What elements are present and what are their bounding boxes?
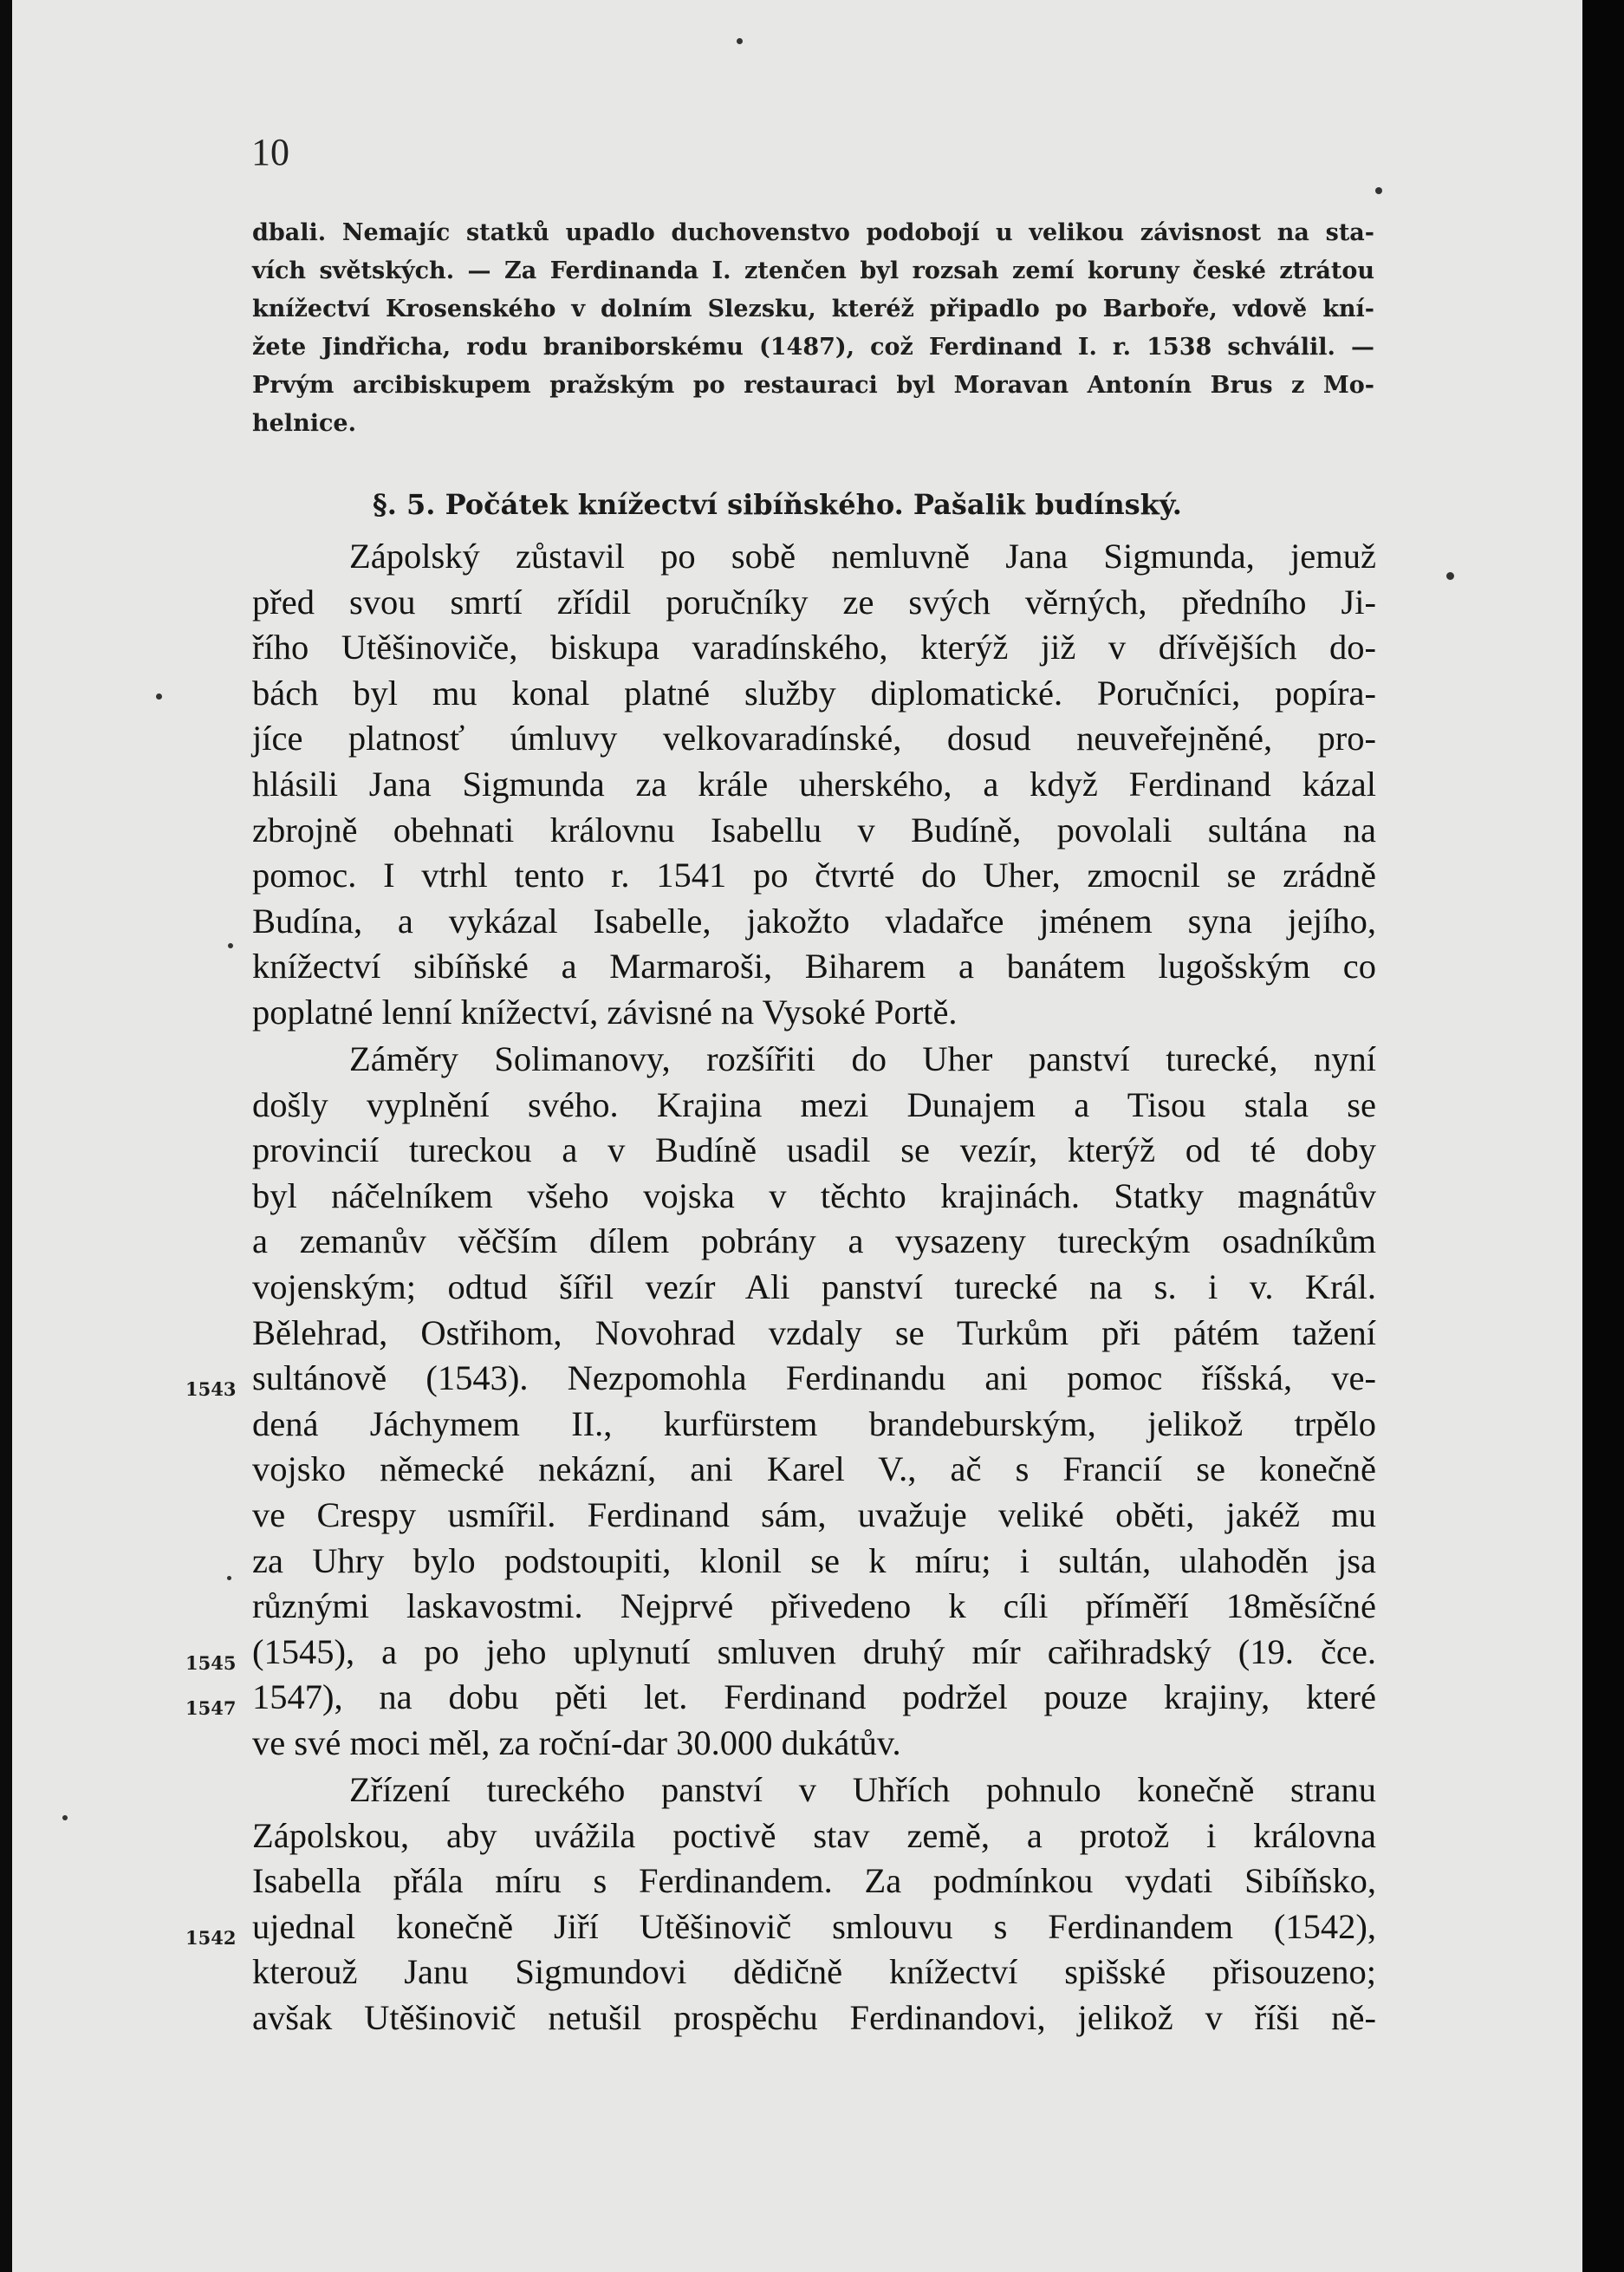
footnote-line: knížectví Krosenského v dolním Slezsku, kteréž připadlo po Barboře, vdově kní- xyxy=(252,296,1374,322)
text-line: Zřízení tureckého panství v Uhřích pohnulo konečně stranu xyxy=(349,1770,1376,1809)
text-line: vojsko německé nekázní, ani Karel V., ač s Francií se konečně xyxy=(252,1449,1376,1489)
marginal-year: 1547 xyxy=(185,1697,237,1719)
marginal-year: 1543 xyxy=(185,1378,237,1400)
text-line: Budína, a vykázal Isabelle, jakožto vladařce jménem syna jejího, xyxy=(252,901,1376,941)
text-line: Zápolskou, aby uvážila poctivě stav země, a protož i královna xyxy=(252,1815,1376,1855)
text-line: sultánově (1543). Nezpomohla Ferdinandu ani pomoc říšská, ve- xyxy=(252,1358,1376,1398)
text-line: kterouž Janu Sigmundovi dědičně knížectví spišské přisouzeno; xyxy=(252,1952,1376,1992)
text-line: za Uhry bylo podstoupiti, klonil se k míru; i sultán, ulahoděn jsa xyxy=(252,1540,1376,1580)
scan-speck xyxy=(62,1815,68,1820)
marginal-year: 1545 xyxy=(185,1652,237,1674)
text-line: zbrojně obehnati královnu Isabellu v Budíně, povolali sultána na xyxy=(252,810,1376,850)
text-line: hlásili Jana Sigmunda za krále uherského, a když Ferdinand kázal xyxy=(252,764,1376,804)
text-line: pomoc. I vtrhl tento r. 1541 po čtvrté do Uher, zmocnil se zrádně xyxy=(252,856,1376,895)
text-line: řího Utěšinoviče, biskupa varadínského, kterýž již v dřívějších do- xyxy=(252,628,1376,667)
scan-dark-edge xyxy=(1582,0,1624,2272)
scan-speck xyxy=(227,1576,231,1580)
text-line: avšak Utěšinovič netušil prospěchu Ferdinandovi, jelikož v říši ně- xyxy=(252,1997,1376,2037)
text-line: poplatné lenní knížectví, závisné na Vysoké Portě. xyxy=(252,992,958,1032)
text-line: knížectví sibíňské a Marmaroši, Biharem a banátem lugošským co xyxy=(252,947,1376,986)
marginal-year: 1542 xyxy=(185,1927,237,1949)
scan-speck xyxy=(737,38,743,44)
text-line: bách byl mu konal platné služby diplomatické. Poručníci, popíra- xyxy=(252,673,1376,713)
text-line: jíce platnosť úmluvy velkovaradínské, dosud neuveřejněné, pro- xyxy=(252,719,1376,758)
paragraph-1 xyxy=(252,534,1376,1036)
text-line: Záměry Solimanovy, rozšířiti do Uher panství turecké, nyní xyxy=(349,1039,1376,1078)
text-line: byl náčelníkem všeho vojska v těchto krajinách. Statky magnátův xyxy=(252,1175,1376,1215)
text-line: dená Jáchymem II., kurfürstem brandeburským, jelikož trpělo xyxy=(252,1403,1376,1443)
text-line: Isabella přála míru s Ferdinandem. Za podmínkou vydati Sibíňsko, xyxy=(252,1861,1376,1901)
footnote-line: helnice. xyxy=(252,410,356,437)
text-line: a zemanův věčším dílem pobrány a vysazeny tureckým osadníkům xyxy=(252,1221,1376,1261)
text-line: (1545), a po jeho uplynutí smluven druhý mír cařihradský (19. čce. xyxy=(252,1631,1376,1671)
text-line: ve své moci měl, za roční-dar 30.000 dukátův. xyxy=(252,1722,901,1762)
paragraph-3 xyxy=(252,1767,1376,2041)
text-line: ujednal konečně Jiří Utěšinovič smlouvu s Ferdinandem (1542), xyxy=(252,1906,1376,1946)
text-line: Zápolský zůstavil po sobě nemluvně Jana Sigmunda, jemuž xyxy=(349,537,1376,576)
footnote-block xyxy=(252,214,1374,443)
text-line: ve Crespy usmířil. Ferdinand sám, uvažuje veliké oběti, jakéž mu xyxy=(252,1494,1376,1534)
text-line: vojenským; odtud šířil vezír Ali panství turecké na s. i v. Král. xyxy=(252,1266,1376,1306)
text-line: 1547), na dobu pěti let. Ferdinand podržel pouze krajiny, které xyxy=(252,1677,1376,1717)
text-line: před svou smrtí zřídil poručníky ze svých věrných, předního Ji- xyxy=(252,582,1376,622)
text-line: Bělehrad, Ostřihom, Novohrad vzdaly se Turkům při pátém tažení xyxy=(252,1312,1376,1352)
scan-speck xyxy=(228,943,233,948)
footnote-line: dbali. Nemajíc statků upadlo duchovenstvo podobojí u velikou závisnost na sta- xyxy=(252,219,1374,246)
text-line: různými laskavostmi. Nejprvé přivedeno k cíli příměří 18měsíčné xyxy=(252,1586,1376,1626)
section-heading: §. 5. Počátek knížectví sibíňského. Pašalik budínský. xyxy=(373,488,1182,521)
text-line: došly vyplnění svého. Krajina mezi Dunajem a Tisou stala se xyxy=(252,1084,1376,1124)
scan-speck xyxy=(156,693,162,700)
footnote-line: Prvým arcibiskupem pražským po restauraci byl Moravan Antonín Brus z Mo- xyxy=(252,372,1374,399)
scan-speck xyxy=(1446,572,1454,580)
page-number: 10 xyxy=(251,131,289,173)
paragraph-2 xyxy=(252,1037,1376,1767)
scan-speck xyxy=(1375,187,1382,194)
text-line: provincií tureckou a v Budíně usadil se vezír, kterýž od té doby xyxy=(252,1130,1376,1170)
footnote-line: žete Jindřicha, rodu braniborskému (1487), což Ferdinand I. r. 1538 schválil. — xyxy=(252,334,1374,361)
footnote-line: vích světských. — Za Ferdinanda I. ztenčen byl rozsah zemí koruny české ztrátou xyxy=(252,257,1374,284)
